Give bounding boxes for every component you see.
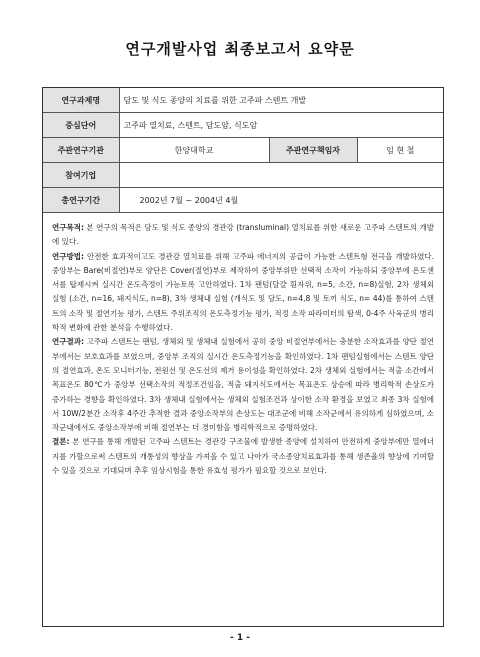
purpose-heading: 연구목적: (52, 223, 84, 232)
row-org (43, 138, 443, 163)
row-period (43, 188, 443, 213)
participant-label: 참여기업 (43, 163, 119, 188)
method-heading: 연구방법: (52, 251, 84, 261)
purpose-text: 본 연구의 목적은 담도 및 식도 종양의 경관강 (transluminal) 열치료를 위한 새로운 고주파 스텐트의 개발에 있다. (52, 223, 434, 247)
page-number: - 1 - (230, 633, 250, 643)
project-value: 담도 및 식도 종양의 치료를 위한 고주파 스텐트 개발 (119, 88, 443, 113)
result-paragraph (52, 335, 434, 435)
row-participant (43, 163, 443, 188)
method-paragraph (52, 250, 434, 336)
conclusion-paragraph (52, 435, 434, 478)
period-value: 2002년 7월 ~ 2004년 4월 (119, 188, 443, 213)
keywords-label: 중심단어 (43, 113, 119, 138)
pi-value: 임 현 철 (357, 138, 443, 163)
org-label: 주관연구기관 (43, 138, 119, 163)
project-label: 연구과제명 (43, 88, 119, 113)
row-project (43, 88, 443, 113)
conclusion-heading: 결론: (52, 437, 70, 447)
purpose-paragraph (52, 221, 434, 250)
result-heading: 연구결과: (52, 337, 84, 347)
pi-label: 주관연구책임자 (269, 138, 357, 163)
method-text: 안전한 효과적이고도 경관강 열치료를 위해 고주파 에너지의 공급이 가능한 스텐트형 전극을 개발하였다. 중앙부는 Bare(비절연)부로 양단은 Cover(절연)부로 제작하여 중앙부위만 선택적 소작이 가능하되 중앙부에 온도센서를 탑재시켜 실시간 온도측정이 가능토록 고안하였다. 1차 팬텀(달걀 흰자위, n=5, 소간, n=8)실험, 2차 생체외 실험 (소간, n=16, 돼지식도, n=8), 3차 생체내 실험 (개식도 및 담도, n=4,8 및 토끼 식도, n= 44)를 통하여 스텐트의 소작 및 절연기능 평가, 스텐트 주위조직의 온도측정기능 평가, 적정 소작 파라미터의 탐색, 0-4주 사육군의 병리학적 변화에 관한 분석을 수행하였다. (52, 251, 434, 333)
participant-value (119, 163, 443, 188)
result-text: 고주파 스텐트는 팬텀, 생체외 및 생체내 실험에서 공히 중앙 비절연부에서는 충분한 소작효과를 양단 절연부에서는 보호효과를 보였으며, 중앙부 조직의 실시간 온도측정기능을 확인하였다. 1차 팬텀실험에서는 스텐트 양단의 절연효과, 온도 모니터기능, 전원선 및 온도선의 제거 용이성을 확인하였다. 2차 생체외 실험에서는 적출 소간에서 목표온도 80℃가 중앙부 선택소작의 적정조건임을, 적출 돼지식도에서는 목표온도 상승에 따라 병리학적 손상도가 증가하는 경향을 확인하였다. 3차 생체내 실험에서는 생체외 실험조건과 상이한 소작 환경을 보였고 최종 3차 실험에서 10W/2분간 소작후 4주간 추적한 결과 중앙소작부의 손상도는 대조군에 비해 소작군에서 유의하게 심하였으며, 소작군내에서도 중앙소작부에 비해 절연부는 더 경미함을 병리학적으로 증명하였다. (52, 337, 434, 433)
org-value: 한양대학교 (119, 138, 269, 163)
summary-body (43, 213, 443, 478)
conclusion-text: 본 연구를 통해 개발된 고주파 스텐트는 경관강 구조물에 발생한 종양에 설치하여 안전하게 중앙부에만 열에너지를 가할으로써 스텐트의 개통성의 향상을 가져올 수 있고 나아가 국소종양치료효과를 통해 생존율의 향상에 기여할 수 있을 것으로 기대되며 추후 임상시험을 통한 유효성 평가가 필요할 것으로 보인다. (52, 437, 434, 476)
row-keywords (43, 113, 443, 138)
summary-frame (42, 87, 444, 627)
period-label: 총연구기간 (43, 188, 119, 213)
page-title: 연구개발사업 최종보고서 요약문 (125, 40, 355, 58)
info-table (43, 88, 443, 213)
keywords-value: 고주파 열치료, 스텐트, 담도암, 식도암 (119, 113, 443, 138)
